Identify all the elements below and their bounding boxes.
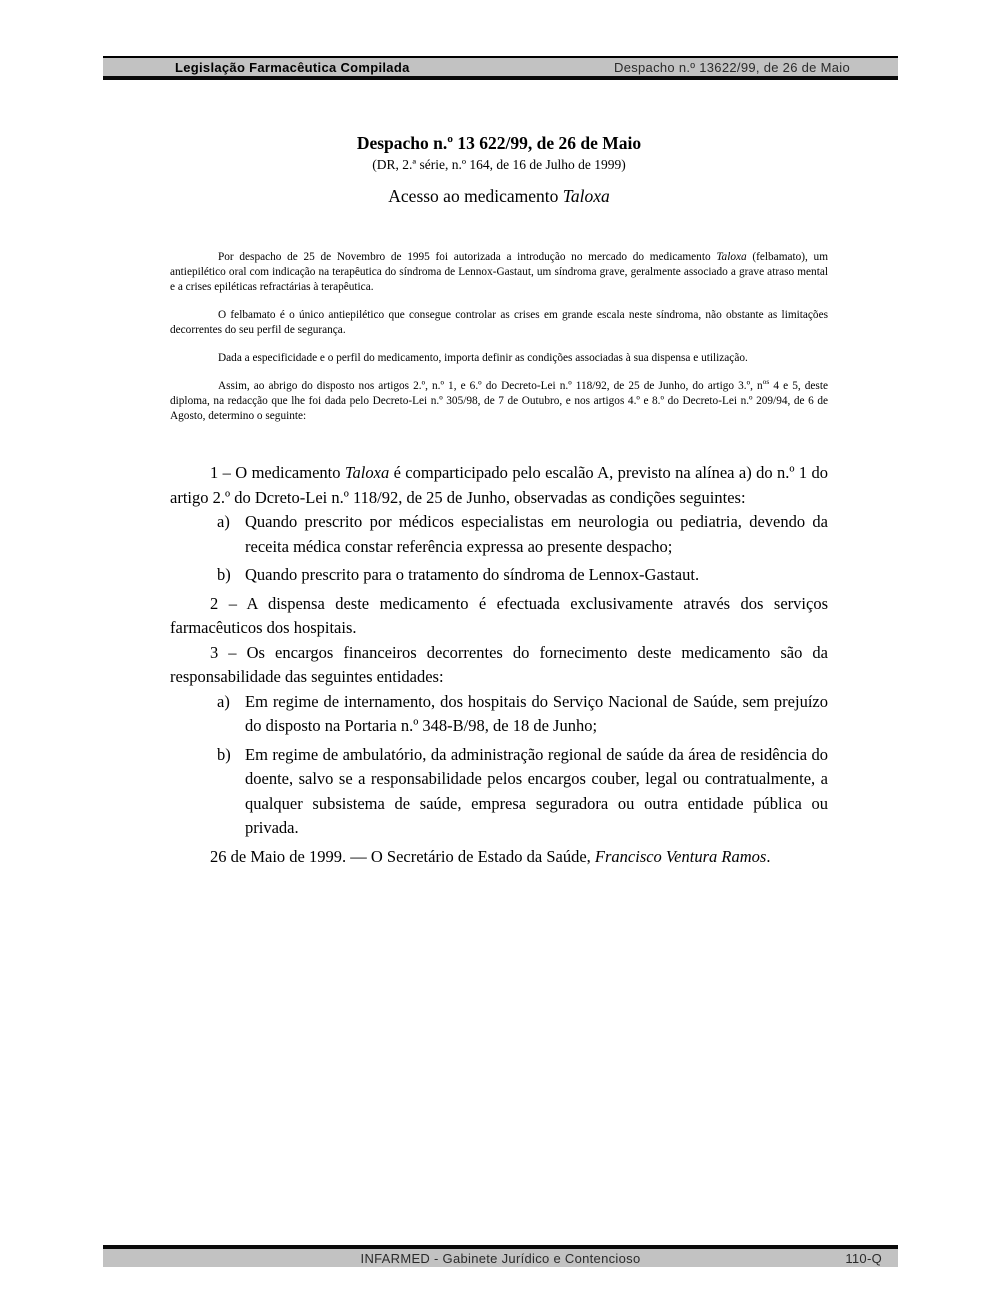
clause-1 — [170, 461, 828, 510]
page-footer-bar — [103, 1245, 898, 1267]
paragraph-text: Por despacho de 25 de Novembro de 1995 foi autorizada a introdução no mercado do medicamento — [218, 251, 717, 263]
dispositive-section — [170, 461, 828, 869]
clause-text: 1 – O medicamento — [210, 463, 345, 482]
paragraph-text: Assim, ao abrigo do disposto nos artigos 2.º, n.º 1, e 6.º do Decreto-Lei n.º 118/92, de 25 de Junho, do artigo 3.º, n — [218, 380, 763, 392]
list-marker: a) — [217, 512, 230, 531]
clause-2: 2 – A dispensa deste medicamento é efectuada exclusivamente através dos serviços farmacêuticos dos hospitais. — [170, 593, 828, 637]
signature-text: 26 de Maio de 1999. — O Secretário de Estado da Saúde, — [210, 846, 595, 866]
paragraph-text: 4 e 5, deste diploma, na redacção que lhe foi dada pelo Decreto-Lei n.º 305/98, de 7 de Outubro, e nos artigos 4.º e 8.º do Decreto-Lei n.º 209/94, de 6 de Agosto, determino o seguinte: — [170, 380, 828, 422]
document-content — [170, 0, 828, 869]
paragraph-text: (felbamato), um antiepilético oral com indicação na terapêutica do síndroma de Lennox-Gastaut, um síndroma grave, geralmente associado a grave atraso mental e a crises epiléticas refractárias à terapêutica. — [170, 251, 828, 293]
document-title: Despacho n.º 13 622/99, de 26 de Maio — [356, 133, 642, 153]
clause-3: 3 – Os encargos financeiros decorrentes do fornecimento deste medicamento são da responsabilidade das seguintes entidades: — [170, 642, 828, 686]
preamble-paragraph-4 — [170, 379, 828, 424]
list-item-text: Quando prescrito por médicos especialistas em neurologia ou pediatria, devendo da receita médica constar referência expressa ao presente despacho; — [245, 512, 828, 556]
signature-paragraph — [170, 845, 828, 870]
title-block — [170, 133, 828, 207]
list-item-text: Em regime de ambulatório, da administração regional de saúde da área de residência do doente, salvo se a responsabilidade pelos encargos couber, legal ou contratualmente, a qualquer subsistema de saúde, empresa seguradora ou outra entidade pública ou privada. — [245, 744, 828, 837]
footer-issuer-label: INFARMED - Gabinete Jurídico e Contencioso — [360, 1250, 641, 1266]
preamble-paragraph-1 — [170, 250, 828, 295]
superscript-os: os — [762, 377, 770, 387]
header-document-reference: Despacho n.º 13622/99, de 26 de Maio — [614, 59, 850, 75]
header-publication-title: Legislação Farmacêutica Compilada — [175, 59, 410, 75]
footer-page-code: 110-Q — [845, 1250, 882, 1266]
medicine-name-italic: Taloxa — [716, 251, 747, 263]
list-marker: b) — [217, 565, 231, 584]
list-item-text: Em regime de internamento, dos hospitais do Serviço Nacional de Saúde, sem prejuízo do disposto na Portaria n.º 348-B/98, de 18 de Junho; — [245, 691, 828, 735]
signatory-name: Francisco Ventura Ramos — [594, 846, 767, 866]
list-marker: a) — [217, 691, 230, 711]
clause-1-item-b — [170, 563, 828, 588]
clause-1-item-a — [170, 510, 828, 559]
clause-3-item-a — [170, 690, 828, 739]
document-subject-heading — [170, 186, 828, 207]
medicine-name-italic: Taloxa — [344, 463, 390, 482]
document-subtitle: (DR, 2.ª série, n.º 164, de 16 de Julho de 1999) — [372, 157, 626, 172]
preamble-paragraph-2: O felbamato é o único antiepilético que consegue controlar as crises em grande escala neste síndroma, não obstante as limitações decorrentes do seu perfil de segurança. — [170, 309, 828, 336]
list-item-text: Quando prescrito para o tratamento do síndroma de Lennox-Gastaut. — [245, 565, 700, 584]
clause-3-item-b — [170, 743, 828, 841]
signature-text: . — [766, 846, 771, 866]
list-marker: b) — [217, 744, 231, 764]
preamble-paragraph-3: Dada a especificidade e o perfil do medicamento, importa definir as condições associadas à sua dispensa e utilização. — [218, 352, 748, 364]
subject-medicine-name: Taloxa — [562, 186, 610, 206]
clause-text: é comparticipado pelo escalão A, previsto na alínea a) do n.º 1 do artigo 2.º do Dcreto-Lei n.º 118/92, de 25 de Junho, observadas as condições seguintes: — [170, 463, 829, 507]
subject-text: Acesso ao medicamento — [388, 186, 563, 206]
preamble-section — [170, 250, 828, 424]
